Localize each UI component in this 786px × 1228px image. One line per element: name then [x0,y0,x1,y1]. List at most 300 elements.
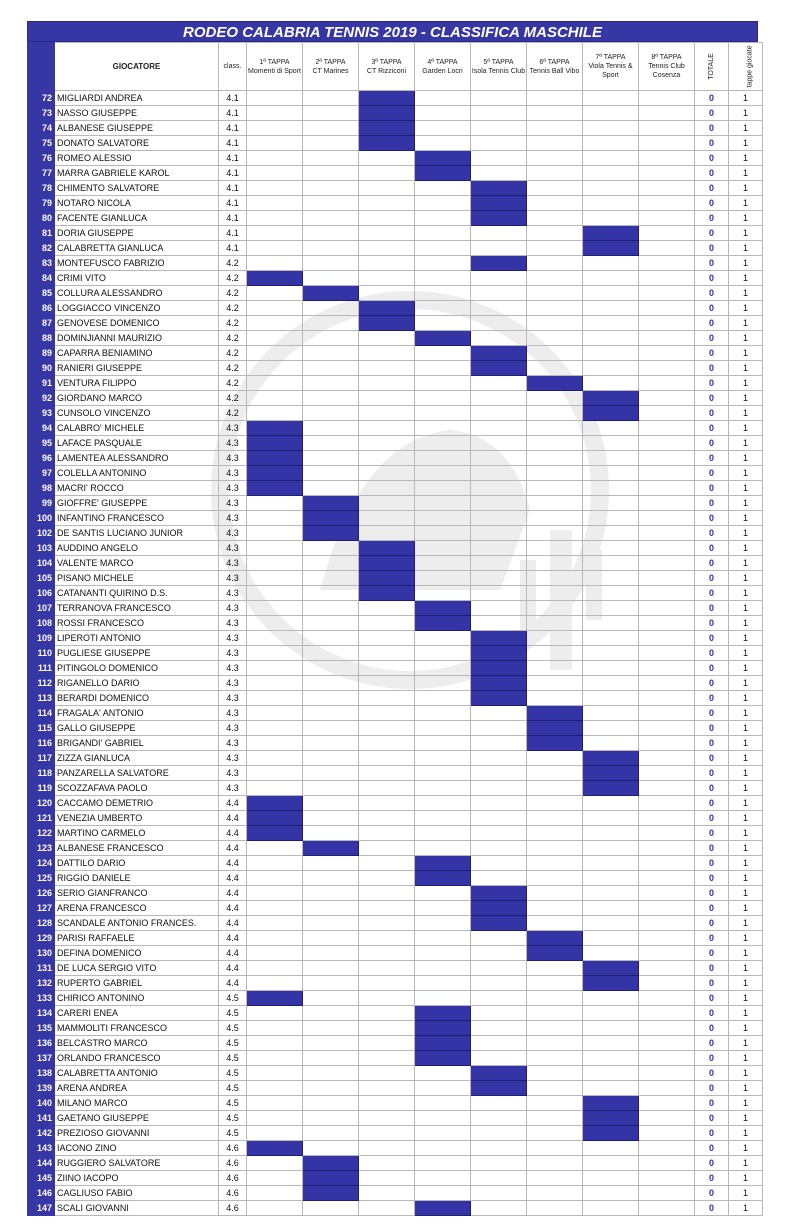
stage-cell-2 [303,961,359,976]
stage-cell-5 [471,241,527,256]
total-points: 0 [695,376,729,391]
stage-cell-3 [359,241,415,256]
stage-cell-5 [471,496,527,511]
table-row [28,661,763,676]
rank-number: 96 [28,451,55,466]
stage-cell-3 [359,616,415,631]
stage-header-5 [471,43,527,91]
total-points: 0 [695,586,729,601]
stage-cell-3 [359,871,415,886]
stages-played: 1 [729,751,763,766]
stages-played: 1 [729,391,763,406]
stage-cell-2 [303,1126,359,1141]
stage-cell-4 [415,406,471,421]
player-class: 4.2 [219,331,247,346]
stage-cell-1 [247,361,303,376]
stage-cell-8 [639,166,695,181]
stage-cell-6 [527,676,583,691]
table-row [28,811,763,826]
stage-cell-8 [639,616,695,631]
player-name: NOTARO NICOLA [55,196,219,211]
player-name: MONTEFUSCO FABRIZIO [55,256,219,271]
rank-number: 118 [28,766,55,781]
stage-cell-7 [583,451,639,466]
total-points: 0 [695,316,729,331]
stage-cell-3 [359,1156,415,1171]
stage-cell-1 [247,691,303,706]
stages-played: 1 [729,346,763,361]
stage-cell-3 [359,1081,415,1096]
stage-cell-7 [583,916,639,931]
stage-cell-6 [527,706,583,721]
stage-cell-4 [415,1186,471,1201]
stage-cell-2 [303,631,359,646]
stage-cell-7 [583,931,639,946]
stage-cell-8 [639,376,695,391]
player-class: 4.6 [219,1156,247,1171]
player-class: 4.2 [219,346,247,361]
rank-number: 123 [28,841,55,856]
total-points: 0 [695,166,729,181]
stage-cell-4 [415,676,471,691]
stage-cell-7 [583,601,639,616]
stage-cell-4 [415,1111,471,1126]
stage-cell-5 [471,286,527,301]
stage-cell-6 [527,1051,583,1066]
stage-cell-7 [583,826,639,841]
stages-played: 1 [729,331,763,346]
stage-cell-1 [247,436,303,451]
stage-cell-4 [415,151,471,166]
total-points: 0 [695,961,729,976]
stage-cell-1 [247,676,303,691]
stage-cell-7 [583,781,639,796]
player-class: 4.5 [219,991,247,1006]
table-row [28,946,763,961]
stage-cell-2 [303,196,359,211]
stage-cell-7 [583,1156,639,1171]
player-name: PARISI RAFFAELE [55,931,219,946]
player-name: SCANDALE ANTONIO FRANCES. [55,916,219,931]
stage-cell-1 [247,241,303,256]
stage-cell-3 [359,931,415,946]
stage-header-3 [359,43,415,91]
stage-cell-3 [359,271,415,286]
total-points: 0 [695,691,729,706]
table-row [28,91,763,106]
stage-cell-2 [303,886,359,901]
stage-cell-8 [639,1096,695,1111]
stage-cell-3 [359,646,415,661]
stage-cell-5 [471,421,527,436]
stage-cell-7 [583,286,639,301]
stage-cell-8 [639,1141,695,1156]
rank-number: 87 [28,316,55,331]
stage-cell-5 [471,796,527,811]
stage-cell-6 [527,241,583,256]
stages-played: 1 [729,286,763,301]
stage-cell-1 [247,466,303,481]
stage-cell-6 [527,481,583,496]
stage-cell-3 [359,151,415,166]
player-name: TERRANOVA FRANCESCO [55,601,219,616]
total-points: 0 [695,676,729,691]
stage-cell-4 [415,541,471,556]
stage-cell-7 [583,166,639,181]
player-class: 4.5 [219,1021,247,1036]
rank-number: 86 [28,301,55,316]
table-row [28,886,763,901]
stage-cell-2 [303,601,359,616]
table-row [28,1186,763,1201]
stage-cell-2 [303,511,359,526]
stages-played: 1 [729,1081,763,1096]
stage-cell-3 [359,541,415,556]
stage-cell-2 [303,1066,359,1081]
stage-cell-2 [303,496,359,511]
stage-cell-7 [583,136,639,151]
stage-cell-5 [471,556,527,571]
player-class: 4.5 [219,1051,247,1066]
stage-cell-2 [303,556,359,571]
stage-cell-1 [247,916,303,931]
stage-cell-4 [415,721,471,736]
rank-number: 84 [28,271,55,286]
player-name: ALBANESE GIUSEPPE [55,121,219,136]
stage-cell-1 [247,721,303,736]
stage-cell-1 [247,616,303,631]
player-name: MACRI' ROCCO [55,481,219,496]
stage-cell-2 [303,541,359,556]
stages-played: 1 [729,1096,763,1111]
table-row [28,751,763,766]
stage-8-venue: Tennis Club Cosenza [648,63,685,79]
rank-number: 112 [28,676,55,691]
table-row [28,841,763,856]
stage-cell-6 [527,646,583,661]
stage-2-venue: CT Marines [312,67,349,75]
stage-cell-4 [415,121,471,136]
stage-cell-6 [527,346,583,361]
total-points: 0 [695,151,729,166]
player-name: AUDDINO ANGELO [55,541,219,556]
player-name: MARRA GABRIELE KAROL [55,166,219,181]
rank-number: 119 [28,781,55,796]
stage-cell-7 [583,691,639,706]
player-class: 4.3 [219,721,247,736]
stage-cell-4 [415,841,471,856]
stage-cell-3 [359,1201,415,1216]
rank-number: 139 [28,1081,55,1096]
stage-cell-3 [359,946,415,961]
stage-cell-1 [247,106,303,121]
rank-number: 83 [28,256,55,271]
stages-played: 1 [729,316,763,331]
total-points: 0 [695,736,729,751]
player-name: CALABRO' MICHELE [55,421,219,436]
stage-cell-4 [415,1126,471,1141]
stage-cell-3 [359,961,415,976]
table-row [28,271,763,286]
player-class: 4.1 [219,211,247,226]
stage-cell-7 [583,196,639,211]
stage-cell-3 [359,571,415,586]
stage-cell-6 [527,766,583,781]
stage-cell-7 [583,376,639,391]
stage-cell-2 [303,166,359,181]
stage-cell-1 [247,316,303,331]
stage-cell-2 [303,706,359,721]
player-class: 4.1 [219,91,247,106]
stage-cell-5 [471,1006,527,1021]
stage-cell-6 [527,391,583,406]
player-class: 4.3 [219,571,247,586]
stage-cell-1 [247,991,303,1006]
player-name: CUNSOLO VINCENZO [55,406,219,421]
stage-cell-4 [415,646,471,661]
stage-cell-8 [639,511,695,526]
stage-cell-3 [359,1051,415,1066]
stage-cell-7 [583,151,639,166]
total-header [695,43,729,91]
stage-cell-6 [527,1126,583,1141]
stages-played: 1 [729,676,763,691]
stage-cell-3 [359,976,415,991]
stage-cell-6 [527,571,583,586]
stages-played: 1 [729,616,763,631]
total-points: 0 [695,451,729,466]
stages-played: 1 [729,376,763,391]
stage-cell-1 [247,766,303,781]
stage-cell-4 [415,1096,471,1111]
player-name: GAETANO GIUSEPPE [55,1111,219,1126]
stage-cell-8 [639,796,695,811]
stages-played: 1 [729,736,763,751]
stage-cell-4 [415,901,471,916]
stage-cell-4 [415,271,471,286]
stage-cell-3 [359,331,415,346]
player-class: 4.6 [219,1171,247,1186]
stage-cell-3 [359,676,415,691]
rank-number: 97 [28,466,55,481]
player-name: PUGLIESE GIUSEPPE [55,646,219,661]
stage-cell-5 [471,751,527,766]
stage-cell-5 [471,1201,527,1216]
stage-cell-1 [247,301,303,316]
stage-cell-1 [247,856,303,871]
stage-cell-5 [471,271,527,286]
stage-cell-7 [583,751,639,766]
stages-played: 1 [729,121,763,136]
rank-number: 102 [28,526,55,541]
total-points: 0 [695,1036,729,1051]
stage-cell-6 [527,421,583,436]
stage-cell-8 [639,526,695,541]
stage-cell-8 [639,571,695,586]
stage-cell-7 [583,736,639,751]
table-row [28,466,763,481]
stage-cell-3 [359,886,415,901]
stages-played: 1 [729,481,763,496]
player-class: 4.6 [219,1141,247,1156]
table-row [28,541,763,556]
stage-cell-6 [527,1036,583,1051]
stage-cell-2 [303,991,359,1006]
player-class: 4.5 [219,1126,247,1141]
rank-number: 113 [28,691,55,706]
table-row [28,1081,763,1096]
stage-cell-8 [639,646,695,661]
stage-cell-2 [303,91,359,106]
player-name: ZIINO IACOPO [55,1171,219,1186]
stage-cell-3 [359,916,415,931]
total-points: 0 [695,646,729,661]
stage-cell-5 [471,466,527,481]
stage-cell-4 [415,871,471,886]
table-row [28,631,763,646]
stages-played: 1 [729,361,763,376]
stage-cell-6 [527,181,583,196]
stage-cell-8 [639,691,695,706]
stage-cell-8 [639,391,695,406]
stage-cell-4 [415,1066,471,1081]
stage-cell-6 [527,871,583,886]
stage-cell-2 [303,1171,359,1186]
table-row [28,976,763,991]
stage-cell-5 [471,481,527,496]
stage-cell-4 [415,241,471,256]
total-points: 0 [695,751,729,766]
stage-cell-2 [303,871,359,886]
player-name: DE SANTIS LUCIANO JUNIOR [55,526,219,541]
table-row [28,556,763,571]
stage-cell-2 [303,901,359,916]
stage-cell-5 [471,1171,527,1186]
table-row [28,676,763,691]
stage-cell-6 [527,496,583,511]
player-class: 4.2 [219,286,247,301]
stage-cell-4 [415,256,471,271]
stage-cell-6 [527,661,583,676]
stage-cell-8 [639,1051,695,1066]
table-row [28,1156,763,1171]
player-name: LOGGIACCO VINCENZO [55,301,219,316]
stage-cell-7 [583,511,639,526]
total-points: 0 [695,361,729,376]
player-name: GALLO GIUSEPPE [55,721,219,736]
played-header [729,43,763,91]
stage-cell-3 [359,796,415,811]
stage-cell-6 [527,376,583,391]
stage-cell-6 [527,946,583,961]
stage-cell-7 [583,106,639,121]
stage-cell-4 [415,631,471,646]
stage-3-venue: CT Rizziconi [366,67,407,75]
stages-played: 1 [729,1006,763,1021]
player-class: 4.3 [219,541,247,556]
stages-played: 1 [729,226,763,241]
stage-cell-3 [359,1126,415,1141]
stage-cell-6 [527,736,583,751]
stage-header-4 [415,43,471,91]
stage-cell-6 [527,436,583,451]
stage-cell-3 [359,766,415,781]
stage-cell-6 [527,616,583,631]
stage-cell-8 [639,1066,695,1081]
player-name: SERIO GIANFRANCO [55,886,219,901]
stage-cell-5 [471,991,527,1006]
stage-cell-1 [247,1186,303,1201]
stage-cell-8 [639,721,695,736]
stage-cell-6 [527,781,583,796]
stage-cell-2 [303,316,359,331]
stage-cell-1 [247,601,303,616]
player-class: 4.3 [219,496,247,511]
stage-cell-7 [583,1201,639,1216]
table-row [28,511,763,526]
stage-cell-4 [415,556,471,571]
table-row [28,331,763,346]
rank-number: 132 [28,976,55,991]
player-class: 4.3 [219,481,247,496]
stage-cell-8 [639,226,695,241]
stage-cell-8 [639,271,695,286]
stages-played: 1 [729,691,763,706]
stage-cell-7 [583,1096,639,1111]
stages-played: 1 [729,1111,763,1126]
stage-cell-8 [639,541,695,556]
table-row [28,376,763,391]
stage-cell-4 [415,526,471,541]
stage-6-venue: Tennis Ball Vibo [529,67,580,75]
player-class: 4.3 [219,676,247,691]
rank-number: 76 [28,151,55,166]
stage-cell-4 [415,601,471,616]
stage-cell-4 [415,196,471,211]
stage-cell-1 [247,1051,303,1066]
stage-cell-4 [415,1141,471,1156]
stage-cell-8 [639,886,695,901]
stage-cell-1 [247,736,303,751]
table-row [28,1036,763,1051]
rank-number: 88 [28,331,55,346]
player-class: 4.3 [219,781,247,796]
stages-played: 1 [729,661,763,676]
stage-cell-5 [471,166,527,181]
stage-cell-5 [471,901,527,916]
table-row [28,151,763,166]
stage-cell-5 [471,946,527,961]
stage-cell-1 [247,781,303,796]
stage-cell-6 [527,856,583,871]
stage-cell-4 [415,226,471,241]
stage-cell-5 [471,376,527,391]
stage-cell-2 [303,1051,359,1066]
player-name: BERARDI DOMENICO [55,691,219,706]
stage-cell-6 [527,286,583,301]
stage-cell-6 [527,106,583,121]
stage-cell-4 [415,796,471,811]
rank-number: 131 [28,961,55,976]
stage-cell-8 [639,766,695,781]
header-row [28,43,763,91]
player-header: GIOCATORE [55,43,219,91]
table-row [28,1051,763,1066]
player-class: 4.5 [219,1066,247,1081]
rank-number: 89 [28,346,55,361]
stage-cell-3 [359,181,415,196]
stage-cell-7 [583,1066,639,1081]
